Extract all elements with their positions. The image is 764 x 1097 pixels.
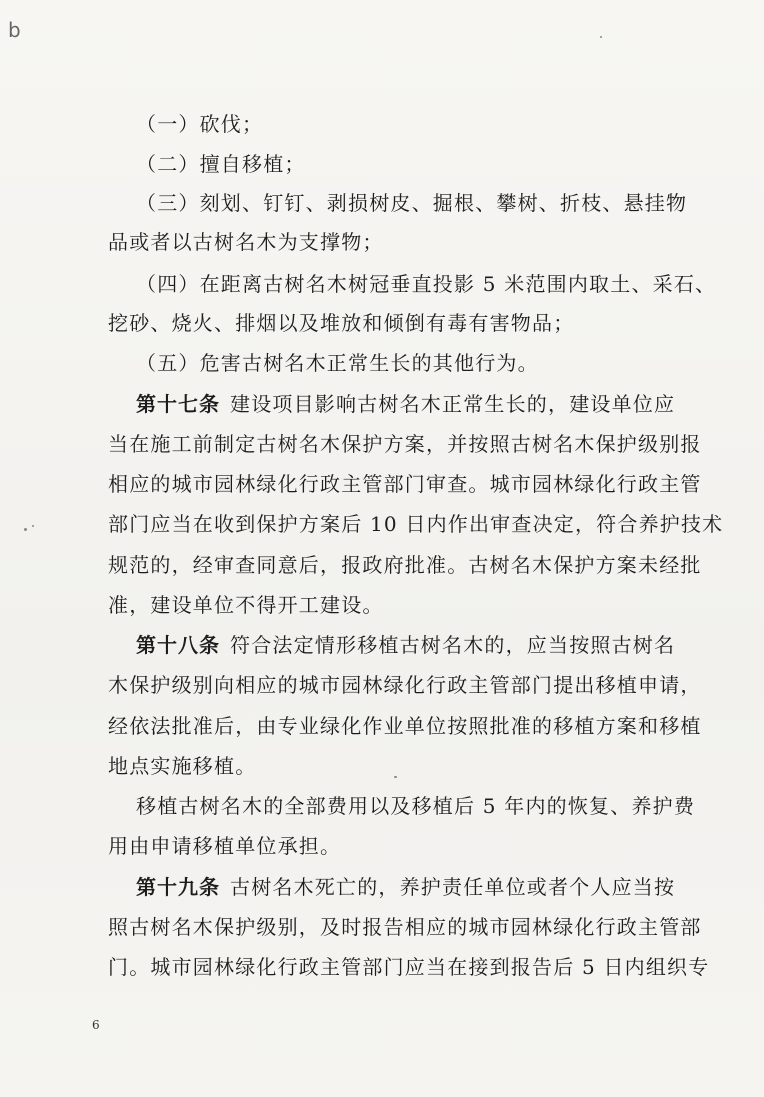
article-17-line: 准，建设单位不得开工建设。 — [108, 593, 384, 617]
list-item: （二）擅自移植； — [136, 152, 306, 176]
list-item: （一）砍伐； — [136, 112, 264, 136]
article-18-line: 地点实施移植。 — [108, 754, 257, 778]
article-18-text: 符合法定情形移植古树名木的，应当按照古树名 — [230, 633, 676, 657]
scan-speck — [24, 528, 27, 531]
scan-speck — [394, 776, 397, 778]
article-19-line: 门。城市园林绿化行政主管部门应当在接到报告后 5 日内组织专 — [108, 955, 710, 979]
article-19-line: 照古树名木保护级别，及时报告相应的城市园林绿化行政主管部 — [108, 915, 702, 939]
article-18-line: 经依法批准后，由专业绿化作业单位按照批准的移植方案和移植 — [108, 714, 702, 738]
article-17-heading: 第十七条 — [136, 392, 220, 416]
article-17-line: 部门应当在收到保护方案后 10 日内作出审查决定，符合养护技术 — [108, 512, 724, 536]
article-17-text: 建设项目影响古树名木正常生长的，建设单位应 — [230, 392, 676, 416]
list-item: （三）刻划、钉钉、剥损树皮、掘根、攀树、折枝、悬挂物 — [136, 191, 688, 215]
article-18-first-line — [136, 631, 675, 659]
article-18-para2-line: 用由申请移植单位承担。 — [108, 834, 342, 858]
article-17-first-line — [136, 390, 675, 418]
article-17-line: 相应的城市园林绿化行政主管部门审查。城市园林绿化行政主管 — [108, 472, 702, 496]
list-item: （四）在距离古树名木树冠垂直投影 5 米范围内取土、采石、 — [136, 272, 717, 296]
article-17-line: 规范的，经审查同意后，报政府批准。古树名木保护方案未经批 — [108, 553, 702, 577]
article-18-line: 木保护级别向相应的城市园林绿化行政主管部门提出移植申请， — [108, 673, 702, 697]
article-19-text: 古树名木死亡的，养护责任单位或者个人应当按 — [230, 875, 676, 899]
list-item-continuation: 挖砂、烧火、排烟以及堆放和倾倒有毒有害物品； — [108, 311, 575, 335]
list-item: （五）危害古树名木正常生长的其他行为。 — [136, 351, 539, 375]
article-18-para2-line: 移植古树名木的全部费用以及移植后 5 年内的恢复、养护费 — [136, 794, 696, 818]
article-19-heading: 第十九条 — [136, 875, 220, 899]
scan-speck — [600, 36, 602, 38]
scan-speck — [32, 525, 34, 527]
handwritten-mark: b — [8, 18, 21, 42]
list-item-continuation: 品或者以古树名木为支撑物； — [108, 230, 384, 254]
article-18-heading: 第十八条 — [136, 633, 220, 657]
article-17-line: 当在施工前制定古树名木保护方案，并按照古树名木保护级别报 — [108, 432, 702, 456]
page-number: 6 — [92, 1018, 100, 1032]
article-19-first-line — [136, 873, 675, 901]
